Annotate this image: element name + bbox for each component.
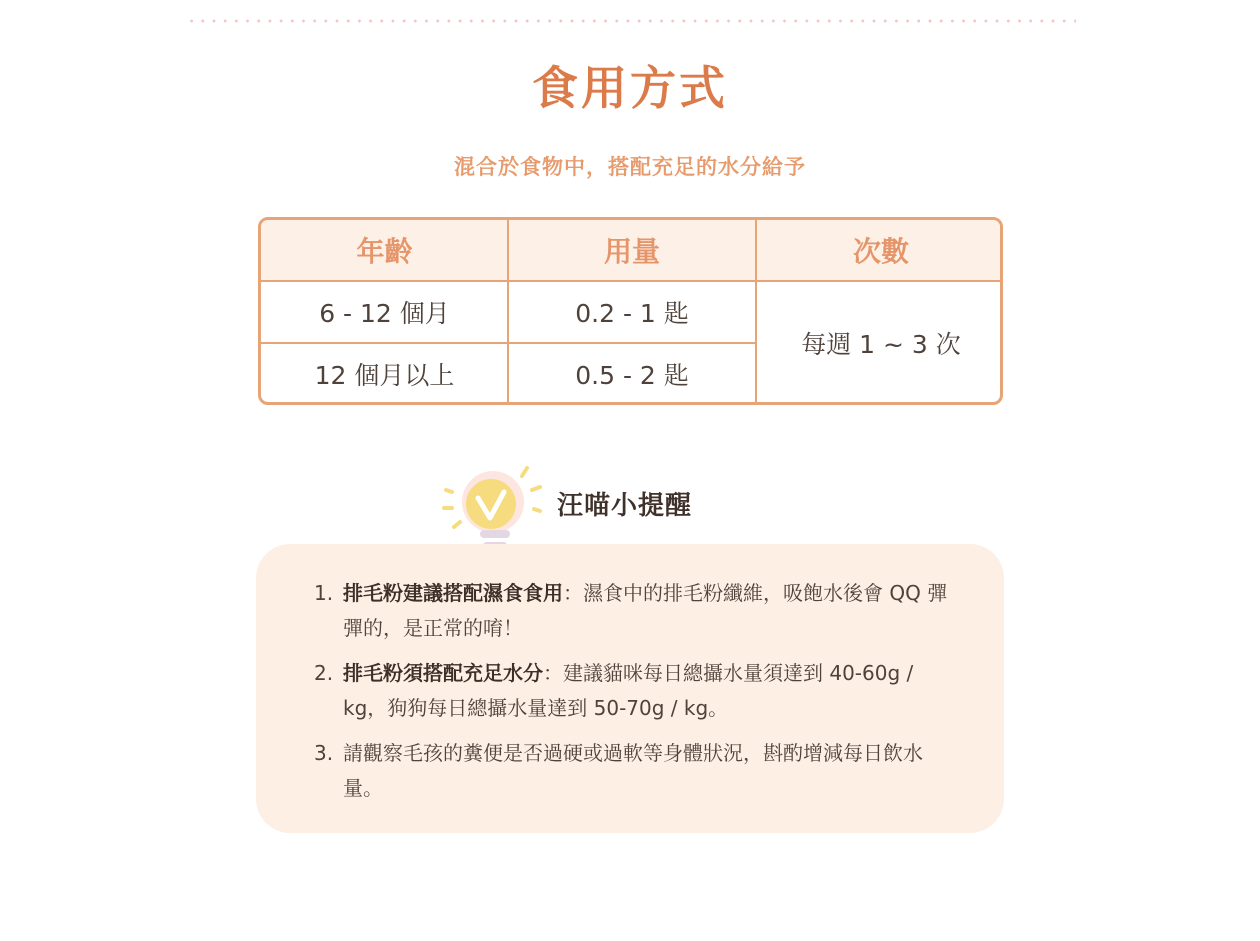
header-dose: 用量 [508, 220, 756, 280]
table-cell-age: 6 - 12 個月 [319, 299, 450, 328]
table-cell-age: 12 個月以上 [314, 361, 455, 390]
table-divider [261, 280, 1003, 282]
list-item-text: 請觀察毛孩的糞便是否過硬或過軟等身體狀況，斟酌增減每日飲水量。 [343, 741, 923, 800]
header-frequency: 次數 [756, 220, 1003, 280]
header-age: 年齡 [261, 220, 508, 280]
tips-list [314, 576, 954, 816]
table-divider [507, 220, 509, 405]
list-item-emphasis: 排毛粉須搭配充足水分 [343, 661, 543, 685]
tips-box [256, 544, 1004, 833]
list-number: 2. [314, 661, 334, 685]
tips-title: 汪喵小提醒 [557, 491, 693, 521]
page-title: 食用方式 [532, 61, 728, 115]
table-cell-frequency: 每週 1 ~ 3 次 [801, 330, 961, 359]
page-subtitle: 混合於食物中，搭配充足的水分給予 [454, 155, 806, 179]
list-item-text: ：建議貓咪每日總攝水量須達到 40-60g / kg，狗狗每日總攝水量達到 50-70g / kg。 [343, 661, 914, 720]
table-cell-dose: 0.2 - 1 匙 [575, 299, 689, 328]
list-item-emphasis: 排毛粉建議搭配濕食食用 [343, 581, 563, 605]
dotted-divider [186, 19, 1076, 23]
table-cell-dose: 0.5 - 2 匙 [575, 361, 689, 390]
list-number: 1. [314, 581, 334, 605]
list-number: 3. [314, 741, 334, 765]
dosage-table [258, 217, 1003, 405]
list-item [314, 576, 954, 646]
list-item [314, 656, 954, 726]
list-item [314, 736, 954, 806]
list-item-text: ：濕食中的排毛粉纖維，吸飽水後會 QQ 彈彈的，是正常的唷！ [343, 581, 948, 640]
table-divider [755, 220, 757, 405]
